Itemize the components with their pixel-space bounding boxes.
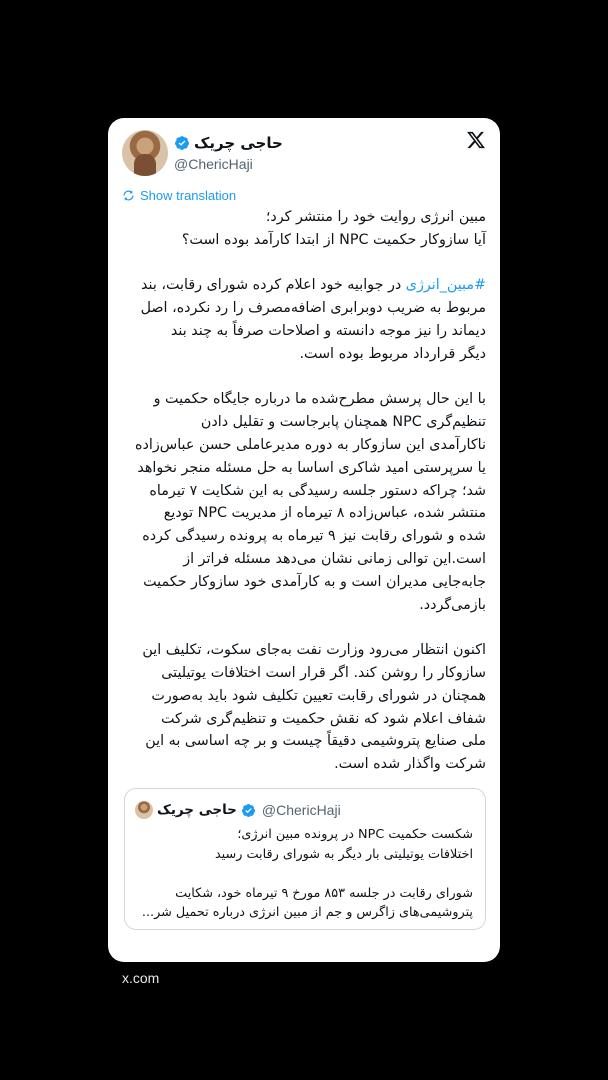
show-translation-label[interactable]: Show translation (140, 187, 237, 203)
source-domain: x.com (122, 970, 160, 986)
tweet-body (126, 206, 486, 799)
tweet-line: یا سرپرستی امید شاکری اساسا به حل مسئله منجر نخواهد (137, 459, 486, 476)
tweet-line: شرکت واگذار شده است. (334, 756, 486, 773)
tweet-header (122, 130, 486, 178)
quoted-line: اختلافات یوتیلیتی بار دیگر به شورای رقابت رسید (214, 846, 473, 862)
quoted-author-avatar (135, 801, 153, 819)
tweet-line: شفاف اعلام شود که نقش حکمیت و تنظیم‌گری شرکت (161, 710, 486, 727)
quoted-line: شکست حکمیت NPC در پرونده مبین انرژی؛ (237, 827, 473, 842)
verified-badge-icon (174, 135, 190, 151)
tweet-line: جابه‌جایی مدیران است و به کارآمدی خود سازوکار حکمیت (143, 573, 486, 590)
tweet-line: مربوط به ضریب دوبرابری اضافه‌مصرف را رد نکرده، اصل (140, 300, 486, 317)
author-block[interactable] (174, 132, 283, 172)
quoted-tweet-body (135, 825, 473, 930)
tweet-paragraph (126, 274, 486, 365)
hashtag-link[interactable]: #مبین_انرژی (405, 277, 486, 294)
tweet-card[interactable] (108, 118, 500, 962)
show-translation-link[interactable] (122, 186, 236, 204)
quoted-tweet-header (135, 800, 341, 820)
tweet-line: است.این توالی زمانی نشان می‌دهد مسئله فراتر از (183, 550, 486, 567)
tweet-line: تنظیم‌گری NPC همچنان پابرجاست و تقلیل دادن (200, 414, 486, 431)
quoted-line: شورای رقابت در جلسه ۸۵۳ مورخ ۹ تیرماه خود، شکایت (175, 885, 473, 901)
quoted-tweet[interactable] (124, 788, 486, 930)
author-handle[interactable]: @ChericHaji (174, 156, 253, 172)
tweet-paragraph (126, 388, 486, 616)
tweet-line: در جوابیه خود اعلام کرده شورای رقابت، بند (141, 277, 406, 294)
tweet-line: شد؛ چراکه دستور جلسه رسیدگی به این شکایت ۷ تیرماه (149, 482, 486, 499)
tweet-line: اکنون انتظار می‌رود وزارت نفت به‌جای سکوت، تکلیف این (142, 642, 486, 659)
tweet-line: بازمی‌گردد. (419, 596, 486, 613)
tweet-line: دیماند را نیز موجه دانسته و اصلاحات صرفاً به چند بند (170, 322, 486, 339)
tweet-line: شده و شورای رقابت نیز ۹ تیرماه به پرونده رسیدگی کرده (142, 528, 486, 545)
tweet-line: سازوکار را روشن کند. اگر قرار است اختلافات یوتیلیتی (161, 664, 486, 681)
tweet-line: منتشر شده، عباس‌زاده ۸ تیرماه از مدیریت NPC تودیع (163, 505, 486, 522)
x-logo-icon[interactable] (466, 130, 486, 150)
tweet-line: همچنان در شورای رقابت تعیین تکلیف شود باید به‌صورت (151, 687, 486, 704)
author-name-row (174, 132, 283, 154)
translate-icon (122, 189, 135, 202)
avatar-figure (134, 154, 156, 176)
tweet-line: مبین انرژی روایت خود را منتشر کرد؛ (265, 209, 486, 225)
tweet-paragraph (126, 206, 486, 252)
quoted-paragraph (135, 825, 473, 864)
quoted-author-name: حاجی چریک (157, 802, 237, 818)
tweet-line: دیگر قرارداد مربوط بوده است. (299, 345, 486, 362)
quoted-line: پتروشیمی‌های زاگرس و جم از مبین انرژی درباره تحمیل شر... (141, 905, 473, 920)
tweet-paragraph (126, 639, 486, 776)
tweet-line: ملی صنایع پتروشیمی دقیقاً چیست و بر چه اساسی به این (145, 733, 486, 750)
author-avatar[interactable] (122, 130, 168, 176)
tweet-line: با این حال پرسش مطرح‌شده ما درباره جایگاه حکمیت و (153, 391, 486, 408)
tweet-line: ناکارآمدی این سازوکار به دوره مدیرعاملی حسن عباس‌زاده (135, 436, 486, 453)
quoted-author-handle: @ChericHaji (261, 802, 341, 818)
author-display-name[interactable]: حاجی چریک (194, 134, 283, 152)
verified-badge-icon (241, 803, 256, 818)
tweet-line: آیا سازوکار حکمیت NPC از ابتدا کارآمد بوده است؟ (181, 231, 486, 248)
quoted-paragraph (135, 884, 473, 923)
